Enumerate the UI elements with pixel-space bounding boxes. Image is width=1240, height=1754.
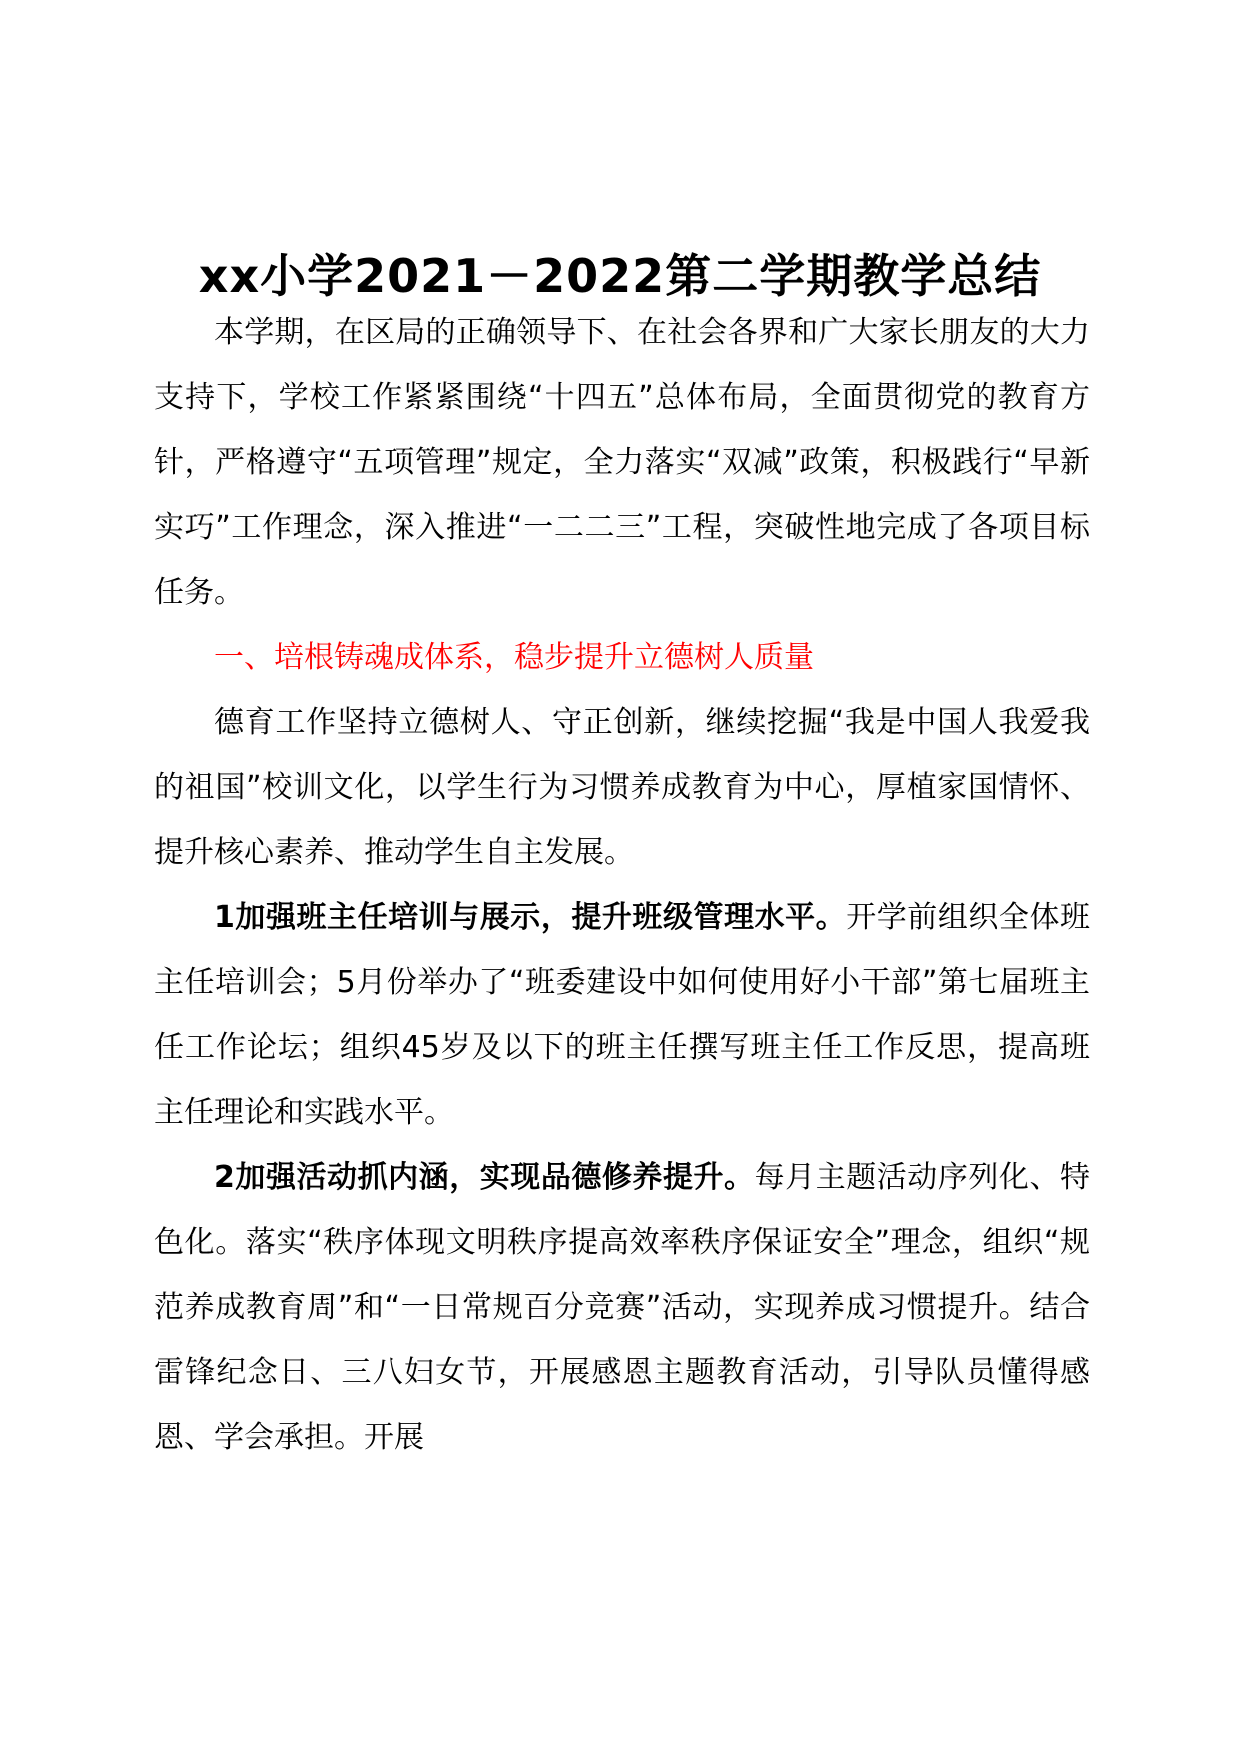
item-paragraph-2: [154, 1145, 1090, 1470]
document-title: xx小学2021－2022第二学期教学总结: [198, 249, 1042, 303]
document-body: [154, 300, 1090, 1470]
item-lead-1: 1加强班主任培训与展示，提升班级管理水平。: [214, 900, 847, 935]
item-paragraph-1: [154, 885, 1090, 1145]
section-summary-paragraph: 德育工作坚持立德树人、守正创新，继续挖掘“我是中国人我爱我的祖国”校训文化，以学生行为习惯养成教育为中心，厚植家国情怀、提升核心素养、推动学生自主发展。: [154, 705, 1090, 870]
item-text-2: 每月主题活动序列化、特色化。落实“秩序体现文明秩序提高效率秩序保证安全”理念，组织“规范养成教育周”和“一日常规百分竞赛”活动，实现养成习惯提升。结合雷锋纪念日、三八妇女节，开展感恩主题教育活动，引导队员懂得感恩、学会承担。开展: [154, 1160, 1091, 1455]
section-heading: 一、培根铸魂成体系，稳步提升立德树人质量: [214, 640, 814, 675]
intro-paragraph: 本学期，在区局的正确领导下、在社会各界和广大家长朋友的大力支持下，学校工作紧紧围绕“十四五”总体布局，全面贯彻党的教育方针，严格遵守“五项管理”规定，全力落实“双减”政策，积极践行“早新实巧”工作理念，深入推进“一二二三”工程，突破性地完成了各项目标任务。: [154, 315, 1090, 610]
item-lead-2: 2加强活动抓内涵，实现品德修养提升。: [214, 1160, 755, 1195]
item-text-1: 开学前组织全体班主任培训会；5月份举办了“班委建设中如何使用好小干部”第七届班主任工作论坛；组织45岁及以下的班主任撰写班主任工作反思，提高班主任理论和实践水平。: [154, 900, 1090, 1130]
